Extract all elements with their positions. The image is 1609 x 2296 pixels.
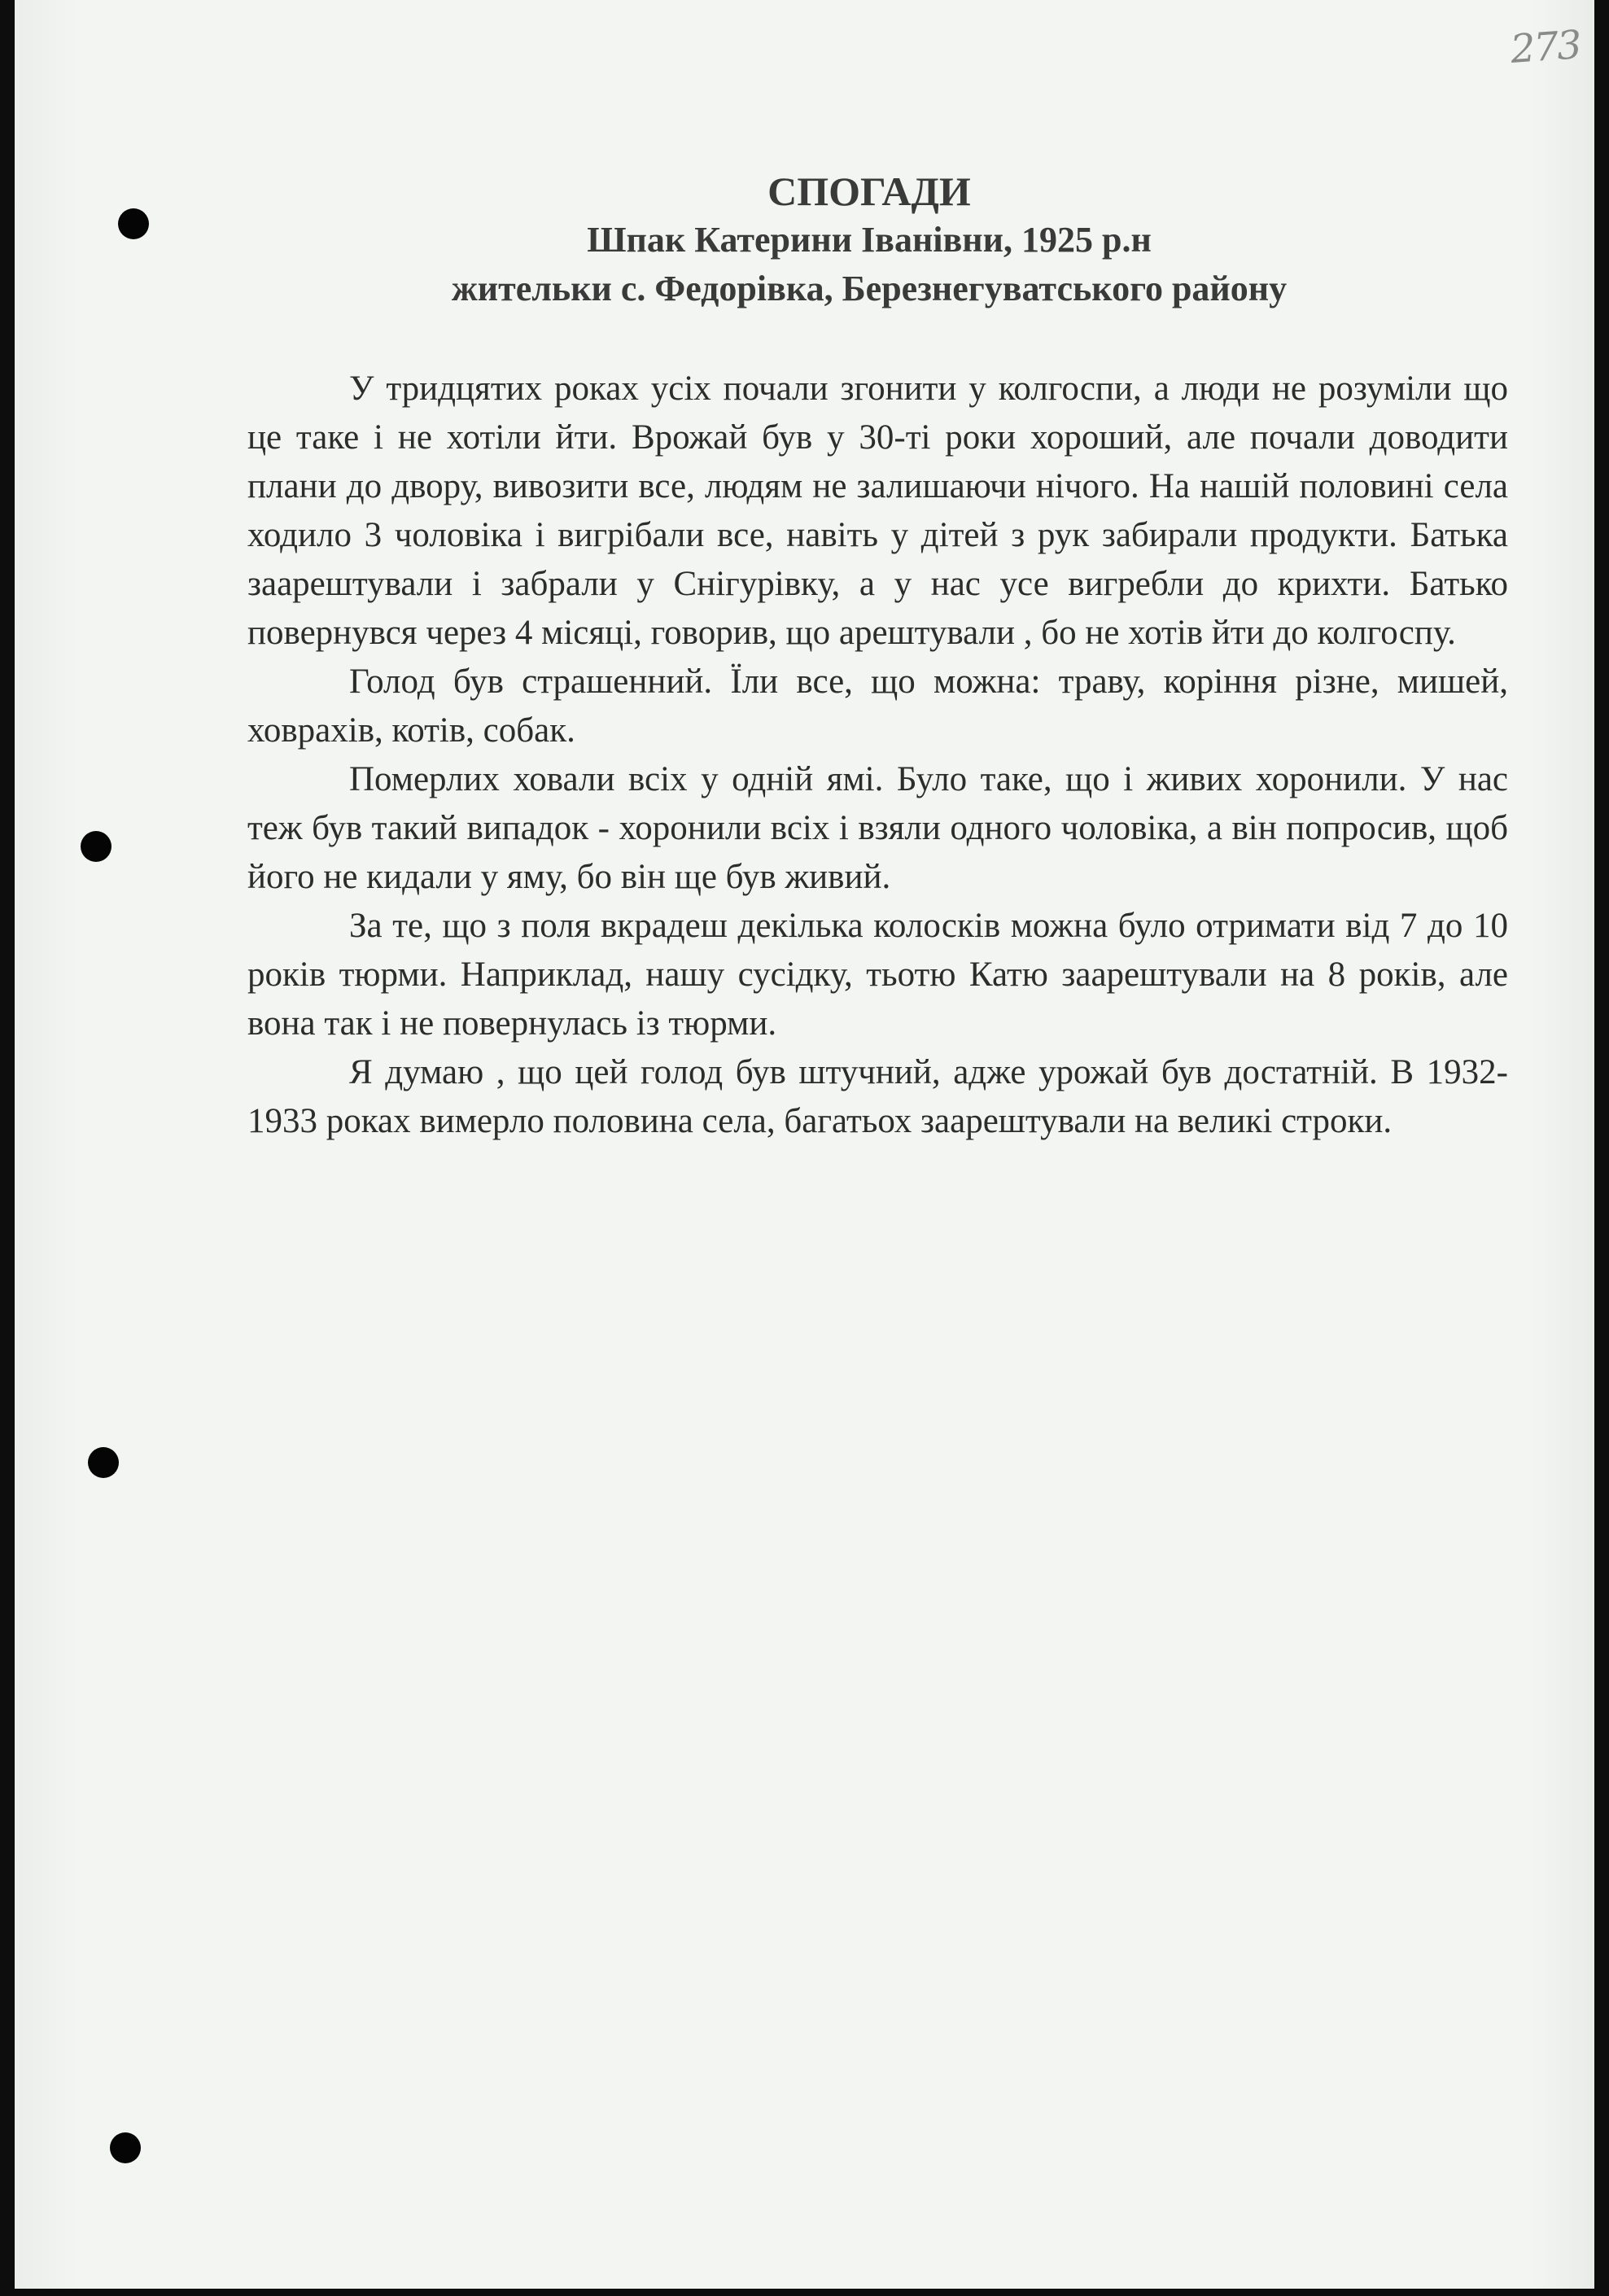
page-number: 273 xyxy=(1509,22,1582,72)
document-subject: Шпак Катерини Іванівни, 1925 р.н xyxy=(587,220,1152,260)
paragraph: Я думаю , що цей голод був штучний, адже урожай був достатній. В 1932-1933 роках вимерло половина села, багатьох заарештували на великі строки. xyxy=(247,1053,1508,1140)
punch-hole xyxy=(81,831,111,862)
paragraph: Померлих ховали всіх у одній ямі. Було таке, що і живих хоронили. У нас теж був такий випадок - хоронили всіх і взяли одного чоловіка, а він попросив, щоб його не кидали у яму, бо він ще був живий. xyxy=(247,760,1508,896)
paragraph: Голод був страшенний. Їли все, що можна: траву, коріння різне, мишей, ховрахів, котів, собак. xyxy=(247,663,1508,750)
document-header xyxy=(356,167,1382,313)
document-page xyxy=(15,0,1594,2289)
document-title: СПОГАДИ xyxy=(767,168,971,214)
punch-hole xyxy=(110,2132,141,2163)
memoir-text xyxy=(247,365,1508,1146)
paragraph: У тридцятих роках усіх почали згонити у колгоспи, а люди не розуміли що це таке і не хотіли йти. Врожай був у 30-ті роки хороший, але почали доводити плани до двору, вивозити все, людям не залишаючи нічого. На нашій половині села ходило 3 чоловіка і вигрібали все, навіть у дітей з рук забирали продукти. Батька заарештували і забрали у Снігурівку, а у нас усе вигребли до крихти. Батько повернувся через 4 місяці, говорив, що арештували , бо не хотів йти до колгоспу. xyxy=(247,370,1508,652)
paragraph: За те, що з поля вкрадеш декілька колосків можна було отримати від 7 до 10 років тюрми. Наприклад, нашу сусідку, тьотю Катю заарештували на 8 років, але вона так і не повернулась із тюрми. xyxy=(247,907,1508,1043)
document-residence: жительки с. Федорівка, Березнегуватського району xyxy=(451,269,1288,308)
punch-hole xyxy=(88,1447,119,1478)
punch-hole xyxy=(118,208,149,239)
